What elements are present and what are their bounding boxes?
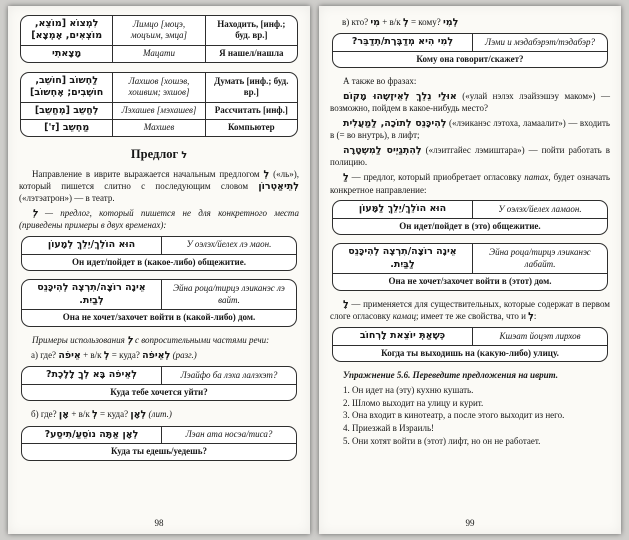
page-number: 99	[465, 518, 475, 529]
translation: Он идет/пойдет в (это) общежитие.	[333, 218, 607, 235]
hebrew-inline: לְ	[402, 17, 409, 28]
term-kamatz: камац	[392, 310, 416, 321]
text-segment: ; имеет те же свойства, что и	[416, 310, 529, 321]
example-box-where-to-literary	[21, 426, 297, 461]
transliteration-cell: Лимцо [моцэ, моцъим, эмца]	[112, 16, 204, 45]
term-patach: патах	[524, 172, 549, 183]
translation: Куда тебе хочется уйти?	[22, 384, 296, 401]
hebrew-phrase: אֵינָה רוֹצָה/תִרְצֶה לְהִיכָּנֵס לְבַיִת.	[22, 280, 162, 309]
hebrew-inline: אוּלַי נֵלֵךְ לְאֵיזֶשֶהוּ מָקוֹם	[343, 91, 457, 103]
table-row	[21, 102, 297, 119]
hebrew-inline: לְאָן	[130, 409, 147, 421]
hebrew-inline: ל	[181, 150, 188, 162]
transliteration: Эйна роца/тирцэ лэиканэс лабайт.	[489, 246, 591, 269]
kamatz-rule-paragraph	[330, 299, 610, 324]
hebrew-inline: לְתֵיאַטְרוֹן	[258, 181, 299, 193]
text-segment: («лэиканэс лэтоха, ламаалит») — входить в (= во внутрь), в лифт;	[330, 118, 610, 141]
text-segment: , будет означать конкретное направление:	[330, 172, 610, 195]
transliteration-cell: Лахшов [хошэв, хошвим; эхшов]	[112, 73, 204, 102]
text-segment: б) где?	[31, 409, 59, 420]
hebrew-inline: אֵיפֹה	[58, 349, 81, 361]
vocab-table-find	[20, 15, 298, 63]
table-row	[21, 45, 297, 62]
examples-intro	[19, 335, 299, 347]
text-segment: :	[533, 310, 537, 321]
translation: Она не хочет/захочет войти в (этот) дом.	[333, 273, 607, 290]
hebrew-phrase: אֵינָה רוֹצָה/תִרְצֶה לְהִיכָּנֵס לַבַּיִת.	[333, 244, 473, 273]
translation: Он идет/пойдет в (какое-либо) общежитие.	[22, 254, 296, 271]
transliteration: У оэлэх/йелех ламаон.	[498, 203, 582, 214]
transliteration: Эйна роца/тирцэ лэиканэс лэ вайт.	[173, 282, 285, 305]
phrase-example-3	[330, 145, 610, 169]
transliteration-cell: Лэхашев [мэхашев]	[112, 103, 204, 119]
hebrew-inline: לְאֵיפֹה	[142, 349, 171, 361]
example-row	[22, 237, 296, 253]
exercise-number: Упражнение 5.6.	[343, 370, 411, 381]
translation-cell: Компьютер	[205, 120, 297, 136]
translation-cell: Я нашел/нашла	[205, 46, 297, 62]
text-segment: («лэитгайес лэмиштара») — пойти работать в полицию.	[330, 145, 610, 168]
rule-paragraph	[19, 208, 299, 232]
text-segment: («лэтэатрон») — в театр.	[19, 193, 115, 204]
text-segment: + в/к	[379, 17, 403, 27]
hebrew-inline: לְמִי	[442, 17, 459, 28]
hebrew-cell: לִמְצוֹא [מוֹצֵא, מוֹצְאִים, אֶמְצָא]	[31, 18, 103, 42]
example-box-street	[332, 327, 608, 362]
translation-cell: Находить, [инф.; буд. вр.]	[205, 16, 297, 45]
exercise-item: 5. Они хотят войти в (этот) лифт, но он не работает.	[343, 435, 541, 446]
exercise-item: 3. Она входит в кинотеатр, а после этого выходит из него.	[343, 410, 565, 421]
page-left	[8, 6, 310, 534]
example-row	[22, 280, 296, 309]
text-segment: — предлог, который пишется не для конкретного места (приведены примеры в двух временах):	[19, 208, 299, 231]
text-segment: в) кто?	[342, 17, 371, 27]
translation-cell: Рассчитать [инф.]	[205, 103, 297, 119]
patach-rule-paragraph	[330, 172, 610, 196]
hebrew-inline: לְ	[528, 310, 534, 322]
text-segment: с вопросительными частями речи:	[132, 334, 270, 345]
text-segment: — применяется для существительных, которые содержат в первом слоге огласовку	[330, 298, 610, 321]
transliteration: Лэми и мэдабэрэт/тэдабэр?	[484, 36, 595, 47]
vocab-table-think	[20, 72, 298, 137]
hebrew-inline: מִי	[370, 17, 380, 28]
table-row	[21, 119, 297, 136]
text-segment: а) где?	[31, 349, 59, 360]
hebrew-inline: לְ	[263, 168, 270, 180]
text-segment: Направление в иврите выражается начальным предлогом	[32, 168, 264, 179]
example-row	[22, 367, 296, 383]
text-segment: + в/к	[80, 349, 104, 360]
transliteration: Лэан ата носэа/тиса?	[185, 428, 273, 439]
exercise-item: 1. Он идет на (эту) кухню кушать.	[343, 385, 474, 395]
text-segment: — предлог, который приобретает огласовку	[348, 172, 525, 183]
hebrew-cell: מַחְשֵב [ז']	[44, 122, 90, 134]
exercise-item: 4. Приезжай в Израиль!	[343, 423, 435, 434]
hebrew-inline: לְ	[32, 208, 38, 220]
hebrew-inline: לָ	[343, 298, 349, 310]
example-box-this-house	[332, 243, 608, 290]
hebrew-inline: לְ	[92, 409, 98, 421]
page-right	[319, 6, 621, 534]
text-segment: (разг.)	[170, 349, 197, 360]
question-line-b	[31, 409, 299, 421]
text-segment: («ль»), который пишется слитно с последующим словом	[19, 168, 300, 192]
text-segment: = кому?	[408, 17, 443, 27]
exercise-heading	[330, 370, 610, 382]
example-row	[333, 34, 607, 50]
hebrew-cell: מָצָאתִי	[52, 47, 82, 59]
page-number: 98	[154, 518, 164, 529]
text-segment: (лит.)	[146, 409, 172, 420]
heading-text: Предлог	[130, 147, 182, 162]
text-segment: = куда?	[97, 409, 131, 420]
example-box-to-whom	[332, 33, 608, 68]
translation: Куда ты едешь/уедешь?	[22, 443, 296, 460]
phrase-example-1	[330, 91, 610, 115]
hebrew-phrase: הוּא הוֹלֵךְ/יֵלֵךְ לַמָּעוֹן	[333, 201, 473, 217]
hebrew-inline: אָן	[58, 409, 70, 421]
hebrew-inline: לְהִיכָּנֵס לְתוֹכָה, לַמַעֲלִית	[343, 118, 447, 130]
example-box-dormitory	[21, 236, 297, 271]
phrase-example-2	[330, 118, 610, 142]
example-row	[333, 244, 607, 273]
question-line-c	[342, 17, 610, 29]
text-segment: («улай нэлэх лэайзэшэу маком») — возможно, пойдем в какое-нибудь место?	[330, 91, 610, 114]
hebrew-inline: לַ	[343, 172, 349, 184]
hebrew-phrase: כְּשֶאַתְּ יוֹצֵאת לָרְחוֹב	[333, 328, 473, 344]
section-heading	[19, 146, 299, 162]
hebrew-phrase: לְמִי הִיא מְדַבֶּרֶת/תְדַבֵּר?	[333, 34, 473, 50]
table-row	[21, 73, 297, 102]
example-row	[333, 328, 607, 344]
exercise-instruction: Переведите предложения на иврит.	[410, 370, 558, 381]
hebrew-inline: לְהִתְגַיֵיס לַמִשְטָרָה	[343, 145, 422, 157]
hebrew-cell: לְחַשֵב [מְחַשֵב]	[34, 104, 99, 116]
text-segment: Примеры использования	[32, 334, 128, 345]
text-segment: = куда?	[109, 349, 143, 360]
hebrew-inline: לְ	[103, 349, 110, 361]
example-box-house	[21, 279, 297, 326]
hebrew-phrase: לְאֵיפֹה בָּא לְךָ לָלֶכֶת?	[22, 367, 162, 383]
transliteration-cell: Махшев	[112, 120, 204, 136]
transliteration-cell: Мацати	[112, 46, 204, 62]
translation: Она не хочет/захочет войти в (какой-либо) дом.	[22, 309, 296, 326]
translation: Кому она говорит/скажет?	[333, 51, 607, 68]
hebrew-cell: לַחְשוֹב [חוֹשֵב, חוֹשְבִים; אֶחְשוֹב]	[29, 75, 104, 99]
translation: Когда ты выходишь на (какую-либо) улицу.	[333, 345, 607, 362]
example-row	[22, 427, 296, 443]
intro-paragraph	[19, 169, 299, 205]
question-line-a	[31, 350, 299, 362]
hebrew-phrase: לְאָן אַתָּה נוֹסֵעַ/תִיסַע?	[22, 427, 162, 443]
text-segment: + в/к	[69, 409, 93, 420]
table-row	[21, 16, 297, 45]
hebrew-phrase: הוּא הוֹלֵךְ/יֵלֵךְ לְמָעוֹן	[22, 237, 162, 253]
transliteration: Кшэат йоцэт лирхов	[499, 330, 581, 341]
example-row	[333, 201, 607, 217]
transliteration: Лэайфо ба лэха лалэхэт?	[180, 369, 278, 380]
example-box-where-to-colloquial	[21, 366, 297, 401]
translation-cell: Думать [инф.; буд. вр.]	[205, 73, 297, 102]
phrases-intro: А также во фразах:	[343, 76, 417, 87]
example-box-this-dormitory	[332, 200, 608, 235]
transliteration: У оэлэх/йелех лэ маон.	[186, 239, 272, 250]
hebrew-inline: לְ	[127, 334, 133, 346]
exercise-item: 2. Шломо выходит на улицу и курит.	[343, 397, 484, 408]
